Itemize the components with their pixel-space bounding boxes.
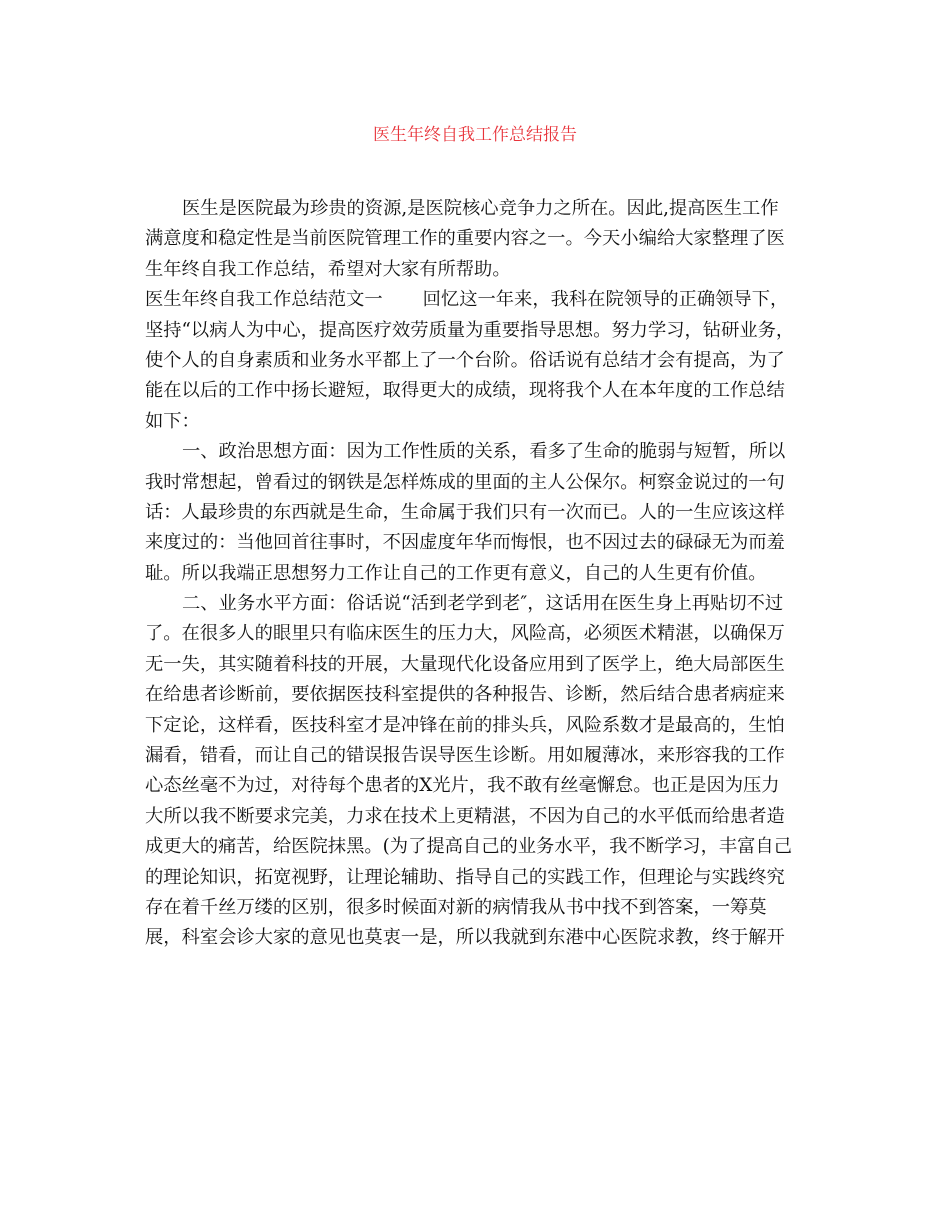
business-line: 在给患者诊断前，要依据医技科室提供的各种报告、诊断，然后结合患者病症来 — [145, 684, 785, 706]
intro-line: 生年终自我工作总结，希望对大家有所帮助。 — [145, 258, 511, 280]
intro-line: 医生是医院最为珍贵的资源,是医院核心竞争力之所在。因此,提高医生工作 — [182, 198, 779, 219]
business-line: 心态丝毫不为过，对待每个患者的X光片，我不敢有丝毫懈怠。也正是因为压力 — [145, 775, 780, 797]
section-first-line — [145, 285, 810, 315]
intro-line: 满意度和稳定性是当前医院管理工作的重要内容之一。今天小编给大家整理了医 — [145, 228, 785, 250]
section-line: 坚持“以病人为中心，提高医疗效劳质量为重要指导思想。努力学习，钻研业务， — [145, 319, 795, 341]
section-line: 使个人的自身素质和业务水平都上了一个台阶。俗话说有总结才会有提高，为了 — [145, 349, 785, 371]
document-body — [145, 194, 810, 954]
business-line: 下定论，这样看，医技科室才是冲锋在前的排头兵，风险系数才是最高的，生怕 — [145, 714, 785, 736]
business-line: 展，科室会诊大家的意见也莫衷一是，所以我就到东港中心医院求教，终于解开 — [145, 927, 785, 949]
political-line: 一、政治思想方面：因为工作性质的关系，看多了生命的脆弱与短暂，所以 — [182, 441, 786, 463]
business-line: 的理论知识，拓宽视野，让理论辅助、指导自己的实践工作，但理论与实践终究 — [145, 866, 785, 888]
document-title: 医生年终自我工作总结报告 — [373, 125, 577, 145]
section-line: 如下： — [145, 410, 200, 432]
political-line: 来度过的：当他回首往事时，不因虚度年华而悔恨，也不因过去的碌碌无为而羞 — [145, 532, 785, 554]
business-line: 漏看，错看，而让自己的错误报告误导医生诊断。用如履薄冰，来形容我的工作 — [145, 745, 785, 767]
business-line: 成更大的痛苦，给医院抹黑。(为了提高自己的业务水平，我不断学习，丰富自己 — [145, 836, 792, 858]
business-line: 存在着千丝万缕的区别，很多时候面对新的病情我从书中找不到答案，一筹莫 — [145, 896, 767, 918]
political-line: 耻。所以我端正思想努力工作让自己的工作更有意义，自己的人生更有价值。 — [145, 562, 767, 584]
business-line: 二、业务水平方面：俗话说“活到老学到老″，这话用在医生身上再贴切不过 — [182, 593, 784, 615]
section-first-line-text: 回忆这一年来，我科在院领导的正确领导下， — [422, 289, 789, 311]
political-line: 话：人最珍贵的东西就是生命，生命属于我们只有一次而已。人的一生应该这样 — [145, 501, 785, 523]
political-line: 我时常想起，曾看过的钢铁是怎样炼成的里面的主人公保尔。柯察金说过的一句 — [145, 471, 785, 493]
section-heading: 医生年终自我工作总结范文一 — [145, 289, 383, 311]
business-line: 无一失，其实随着科技的开展，大量现代化设备应用到了医学上，绝大局部医生 — [145, 653, 785, 675]
business-line: 大所以我不断要求完美，力求在技术上更精湛，不因为自己的水平低而给患者造 — [145, 805, 785, 827]
business-line: 了。在很多人的眼里只有临床医生的压力大，风险高，必须医术精湛，以确保万 — [145, 623, 785, 645]
section-line: 能在以后的工作中扬长避短，取得更大的成绩，现将我个人在本年度的工作总结 — [145, 380, 785, 402]
